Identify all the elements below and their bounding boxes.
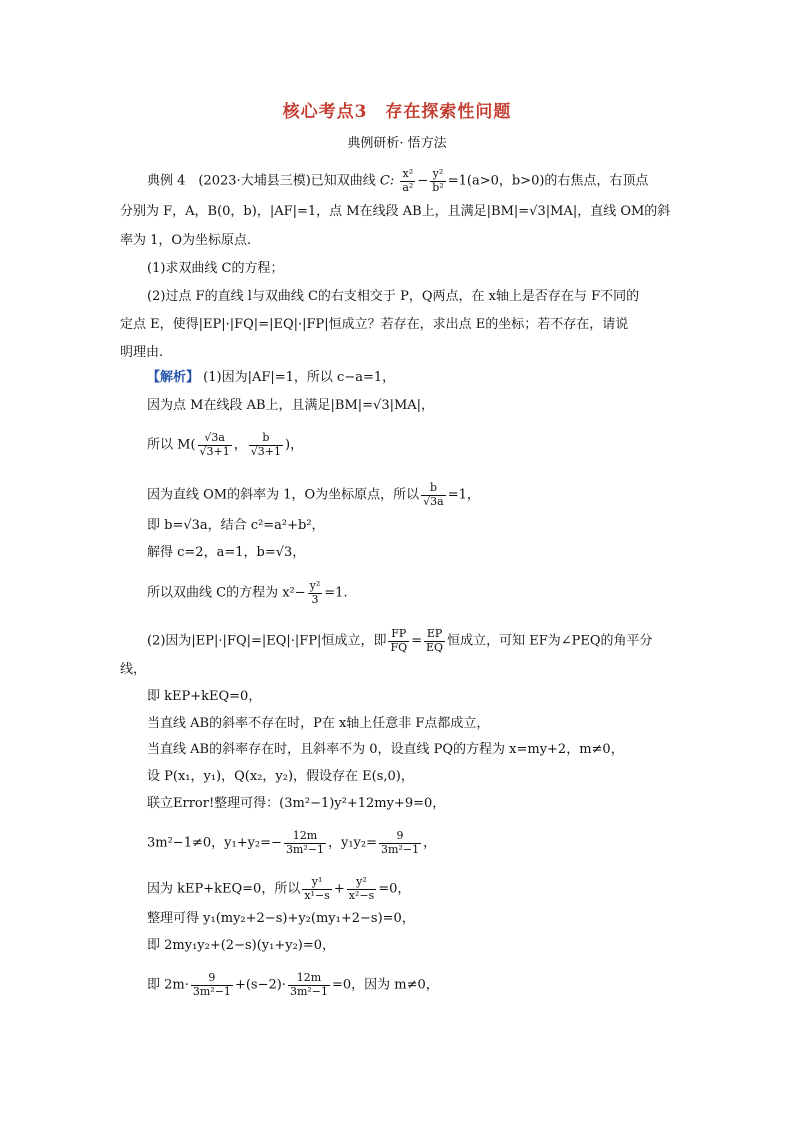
- part2-line-8: 3m²−1≠0，y₁+y₂=− $\frac{12m}{\text{3m²−1}}$ ，y₁y₂= $\frac{9}{\text{3m²−1}}$ ，: [147, 829, 437, 856]
- part2-line-11: 即 2my₁y₂+(2−s)(y₁+y₂)=0，: [147, 938, 336, 953]
- section-subtitle: 典例研析· 悟方法: [347, 136, 447, 151]
- part2-line-5: 当直线 AB的斜率存在时，且斜率不为 0，设直线 PQ的方程为 x=my+2，m≠0，: [147, 742, 624, 757]
- part2-line-12: 即 2m· $\frac{9}{\text{3m²−1}}$ +(s−2)· $\frac{12m}{\text{3m²−1}}$ =0，因为 m≠0，: [147, 971, 439, 998]
- solution-line-7: 所以双曲线 C的方程为 x²− $\frac{\text{y²}}{3}$ =1.: [147, 579, 348, 606]
- part2-line-3: 即 kEP+kEQ=0，: [147, 689, 262, 704]
- solution-line-6: 解得 c=2，a=1，b=√3，: [147, 545, 306, 560]
- solution-line-4: 因为直线 OM的斜率为 1，O为坐标原点，所以 $\frac{b}{√3a}$ =1，: [147, 481, 480, 508]
- solution-tag: 【解析】: [147, 370, 200, 385]
- part2-line-7: 联立Error!整理可得：(3m²−1)y²+12my+9=0，: [147, 796, 446, 811]
- fraction-m-y: $\frac{b}{√3+1}$: [250, 431, 282, 458]
- question-2-line-1: (2)过点 F的直线 l与双曲线 C的右支相交于 P，Q两点，在 x轴上是否存在与 F不同的: [147, 289, 640, 304]
- problem-line-2: 分别为 F，A，B(0，b)，|AF|=1，点 M在线段 AB上，且满足|BM|=√3|MA|，直线 OM的斜: [120, 204, 671, 219]
- fraction-x2-a2: $\frac{\text{x²}}{\text{a²}}$: [402, 167, 414, 194]
- solution-line-5: 即 b=√3a，结合 c²=a²+b²，: [147, 518, 325, 533]
- fraction-y2-b2: $\frac{\text{y²}}{\text{b²}}$: [432, 167, 444, 194]
- problem-condition: =1(a>0，b>0)的右焦点，右顶点: [447, 173, 649, 189]
- part2-line-10: 整理可得 y₁(my₂+2−s)+y₂(my₁+2−s)=0，: [147, 911, 415, 926]
- solution-line-3: 所以 M( $\frac{√3a}{√3+1}$ ， $\frac{b}{√3+1}$ )，: [147, 431, 304, 458]
- part2-line-2: 线，: [120, 662, 147, 677]
- fraction-product: $\frac{9}{\text{3m²−1}}$: [381, 829, 420, 856]
- fraction-12m: $\frac{12m}{\text{3m²−1}}$: [289, 971, 329, 998]
- page-title: 核心考点3 存在探索性问题: [282, 102, 512, 122]
- fraction-y2-3: $\frac{\text{y²}}{3}$: [309, 579, 321, 606]
- part2-line-1: (2)因为|EP|·|FQ|=|EQ|·|FP|恒成立，即 $\frac{FP}{FQ}$ = $\frac{EP}{EQ}$ 恒成立，可知 EF为∠PEQ的角平分: [147, 627, 653, 654]
- fraction-ep-eq: $\frac{EP}{EQ}$: [426, 627, 444, 654]
- curve-label: C:: [379, 173, 395, 189]
- fraction-y1-x1: $\frac{\text{y¹}}{\text{x¹−s}}$: [304, 875, 330, 902]
- part2-line-4: 当直线 AB的斜率不存在时，P在 x轴上任意非 F点都成立，: [147, 716, 490, 731]
- solution-line-2: 因为点 M在线段 AB上，且满足|BM|=√3|MA|，: [147, 398, 435, 413]
- fraction-slope: $\frac{b}{√3a}$: [423, 481, 444, 508]
- question-2-line-2: 定点 E，使得|EP|·|FQ|=|EQ|·|FP|恒成立？若存在，求出点 E的坐标；若不存在，请说: [120, 317, 629, 332]
- problem-line-1: 典例 4 (2023·大埔县三模)已知双曲线 C: $\frac{\text{x²}}{\text{a²}}$ − $\frac{\text{y²}}{\text{b²}}$ =1(a>0，b>0)的右焦点，右顶点: [147, 167, 649, 194]
- part2-line-6: 设 P(x₁，y₁)，Q(x₂，y₂)，假设存在 E(s,0)，: [147, 769, 414, 784]
- problem-intro: 典例 4 (2023·大埔县三模)已知双曲线: [147, 173, 376, 189]
- fraction-sum: $\frac{12m}{\text{3m²−1}}$: [285, 829, 324, 856]
- problem-line-3: 率为 1，O为坐标原点.: [120, 233, 252, 248]
- fraction-fp-fq: $\frac{FP}{FQ}$: [390, 627, 408, 654]
- part2-line-9: 因为 kEP+kEQ=0，所以 $\frac{\text{y¹}}{\text{x¹−s}}$ + $\frac{\text{y²}}{\text{x²−s}}$ =0，: [147, 875, 411, 902]
- question-2-line-3: 明理由.: [120, 345, 164, 360]
- fraction-y2-x2: $\frac{\text{y²}}{\text{x²−s}}$: [348, 875, 375, 902]
- question-1: (1)求双曲线 C的方程；: [147, 261, 284, 276]
- fraction-m-x: $\frac{√3a}{√3+1}$: [199, 431, 230, 458]
- solution-line-1: 【解析】 (1)因为|AF|=1，所以 c−a=1，: [147, 370, 396, 385]
- fraction-9: $\frac{9}{\text{3m²−1}}$: [192, 971, 231, 998]
